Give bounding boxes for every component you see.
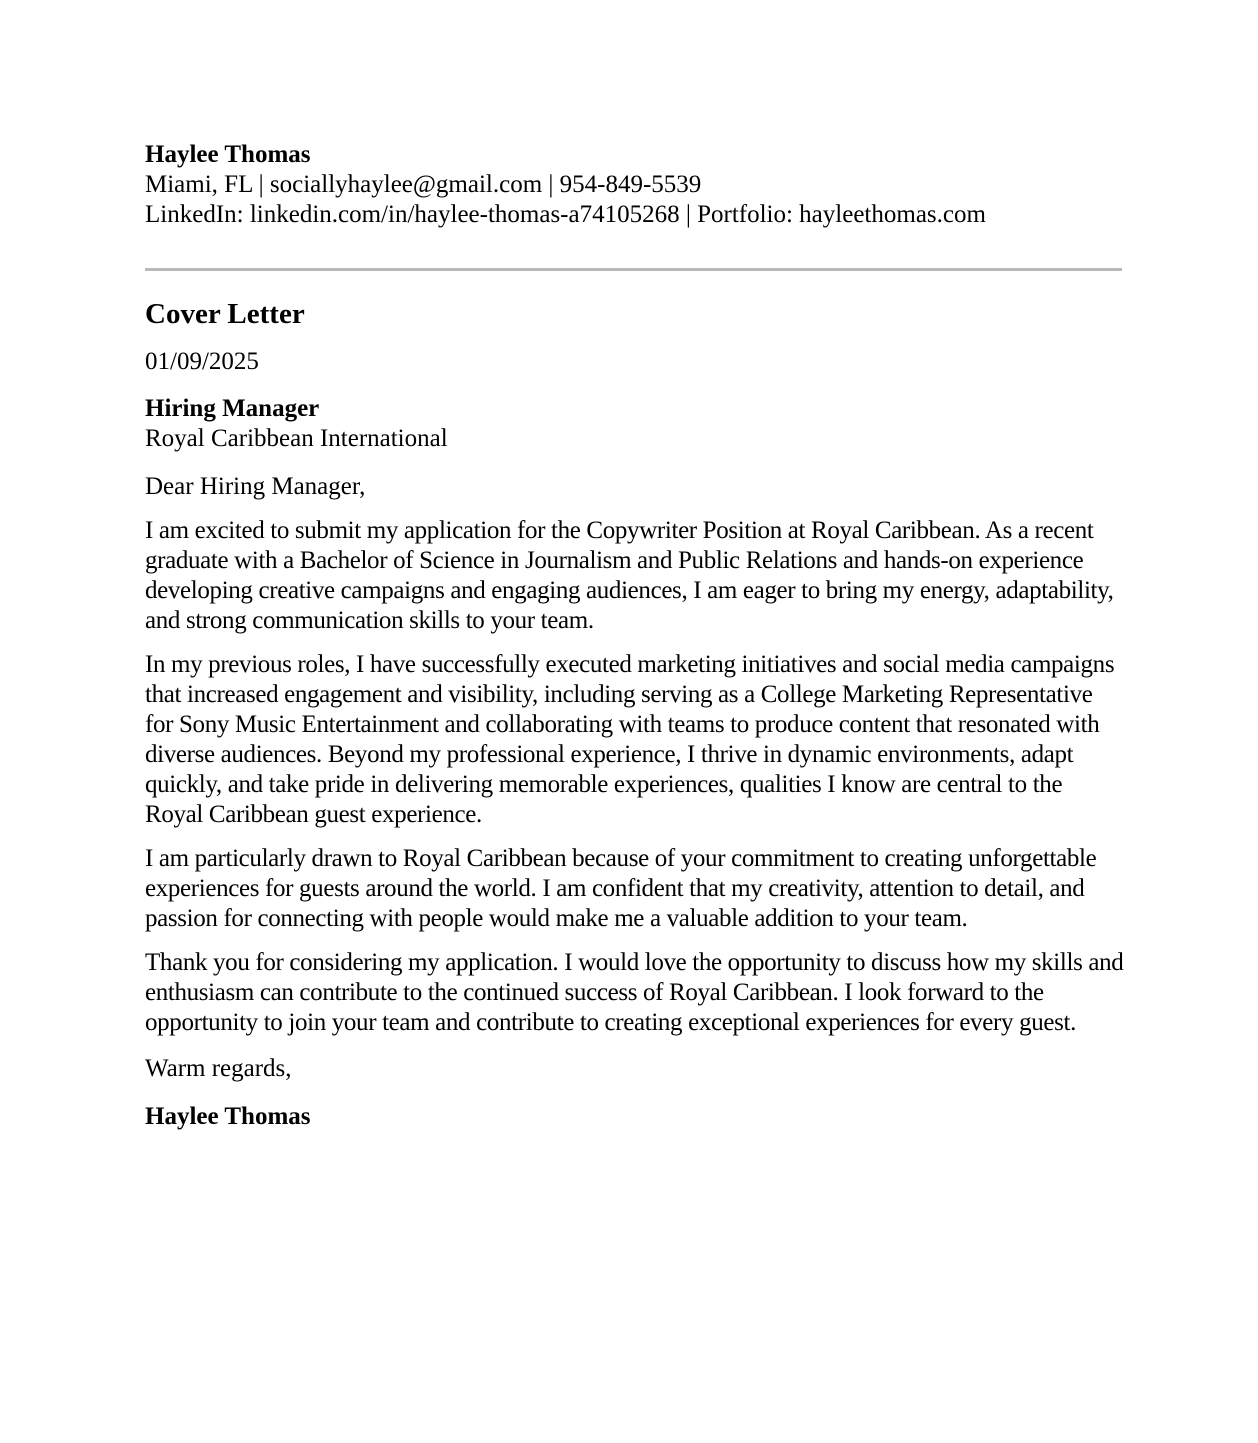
recipient-company: Royal Caribbean International — [145, 425, 448, 452]
body-paragraph-4: Thank you for considering my application. I would love the opportunity to discuss how my skills and enthusiasm can contribute to the continued success of Royal Caribbean. I look forward to the opportunity to join your team and contribute to creating exceptional experiences for every guest. — [145, 949, 1124, 1036]
sender-links: LinkedIn: linkedin.com/in/haylee-thomas-a74105268 | Portfolio: hayleethomas.com — [145, 201, 986, 228]
signature-name: Haylee Thomas — [145, 1103, 311, 1130]
salutation: Dear Hiring Manager, — [145, 473, 366, 500]
recipient-name: Hiring Manager — [145, 395, 320, 422]
header-divider — [145, 268, 1122, 271]
letter-date: 01/09/2025 — [145, 348, 259, 375]
body-paragraph-1: I am excited to submit my application for the Copywriter Position at Royal Caribbean. As a recent graduate with a Bachelor of Science in Journalism and Public Relations and hands-on experience developing creative campaigns and engaging audiences, I am eager to bring my energy, adaptability, and strong communication skills to your team. — [145, 517, 1114, 634]
body-paragraph-3: I am particularly drawn to Royal Caribbean because of your commitment to creating unforgettable experiences for guests around the world. I am confident that my creativity, attention to detail, and passion for connecting with people would make me a valuable addition to your team. — [145, 845, 1097, 932]
recipient-block — [145, 394, 1125, 454]
document-page — [145, 140, 1125, 1132]
letter-header — [145, 140, 1125, 230]
closing: Warm regards, — [145, 1055, 292, 1082]
sender-contact: Miami, FL | sociallyhaylee@gmail.com | 954-849-5539 — [145, 171, 702, 198]
sender-name: Haylee Thomas — [145, 141, 311, 168]
document-title: Cover Letter — [145, 298, 305, 330]
body-paragraph-2: In my previous roles, I have successfully executed marketing initiatives and social media campaigns that increased engagement and visibility, including serving as a College Marketing Representative for Sony Music Entertainment and collaborating with teams to produce content that resonated with diverse audiences. Beyond my professional experience, I thrive in dynamic environments, adapt quickly, and take pride in delivering memorable experiences, qualities I know are central to the Royal Caribbean guest experience. — [145, 651, 1115, 828]
